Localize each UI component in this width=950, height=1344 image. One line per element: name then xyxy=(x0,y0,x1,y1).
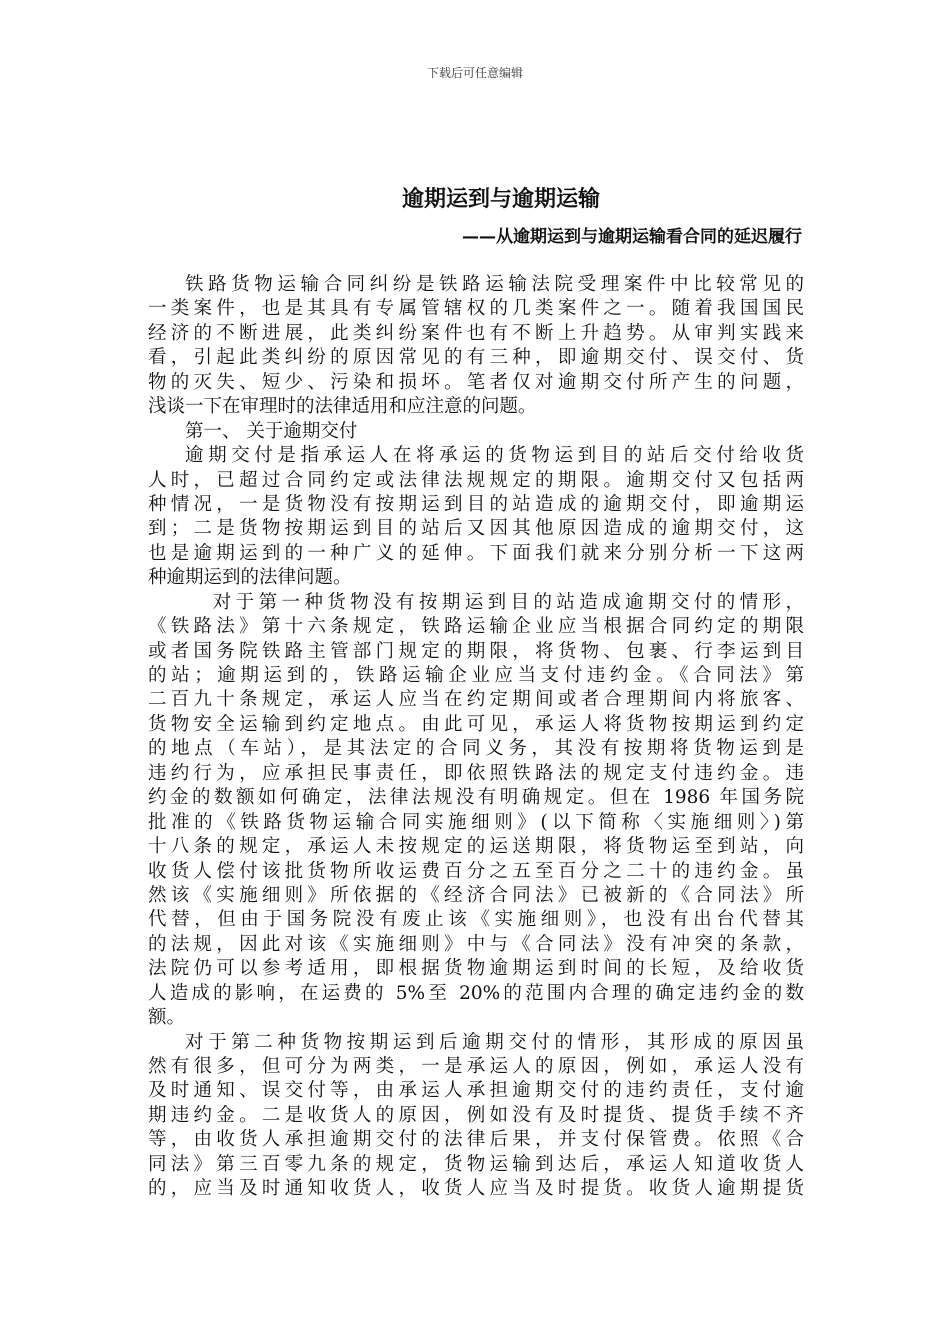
text-line: 批准的《铁路货物运输合同实施细则》(以下简称〈实施细则〉)第 xyxy=(148,811,804,833)
text-line: 一类案件，也是其具有专属管辖权的几类案件之一。随着我国国民 xyxy=(148,298,804,320)
text-line: 约金的数额如何确定，法律法规没有明确规定。但在 1986 年国务院 xyxy=(148,787,804,809)
text-line: 十八条的规定，承运人未按规定的运送期限，将货物运至到站，向 xyxy=(148,836,804,858)
text-line: 然该《实施细则》所依据的《经济合同法》已被新的《合同法》所 xyxy=(148,884,804,906)
text-line: 的法规，因此对该《实施细则》中与《合同法》没有冲突的条款， xyxy=(148,933,804,955)
document-title: 逾期运到与逾期运输 xyxy=(401,187,600,212)
text-line: 的站；逾期运到的，铁路运输企业应当支付违约金。《合同法》第 xyxy=(148,665,804,686)
text-line: 额。 xyxy=(148,1007,186,1029)
text-line: 也是逾期运到的一种广义的延伸。下面我们就来分别分析一下这两 xyxy=(148,542,804,564)
text-line: 代替，但由于国务院没有废止该《实施细则》，也没有出台代替其 xyxy=(148,909,804,931)
text-line: 铁路货物运输合同纠纷是铁路运输法院受理案件中比较常见的 xyxy=(185,274,804,295)
text-line: 到；二是货物按期运到目的站后又因其他原因造成的逾期交付，这 xyxy=(148,518,804,540)
text-line: 货物安全运输到约定地点。由此可见，承运人将货物按期运到约定 xyxy=(148,713,804,735)
text-line: 法院仍可以参考适用，即根据货物逾期运到时间的长短，及给收货 xyxy=(148,958,804,980)
text-line: 违约行为，应承担民事责任，即依照铁路法的规定支付违约金。违 xyxy=(148,762,804,784)
text-line: 《铁路法》第十六条规定，铁路运输企业应当根据合同约定的期限 xyxy=(148,616,804,638)
text-line: 逾期交付是指承运人在将承运的货物运到目的站后交付给收货 xyxy=(185,445,804,467)
page-header-note: 下载后可任意编辑 xyxy=(426,66,523,80)
text-line: 浅谈一下在审理时的法律适用和应注意的问题。 xyxy=(148,396,537,418)
text-line: 经济的不断进展，此类纠纷案件也有不断上升趋势。从审判实践来 xyxy=(148,322,804,344)
text-line: 同法》第三百零九条的规定，货物运输到达后，承运人知道收货人 xyxy=(148,1153,804,1175)
text-line: 或者国务院铁路主管部门规定的期限，将货物、包裹、行李运到目 xyxy=(148,640,804,662)
text-line: 等，由收货人承担逾期交付的法律后果，并支付保管费。依照《合 xyxy=(148,1129,804,1151)
text-line: 的地点（车站），是其法定的合同义务，其没有按期将货物运到是 xyxy=(148,738,804,760)
document-subtitle: ——从逾期运到与逾期运输看合同的延迟履行 xyxy=(462,227,802,247)
text-line: 第一、 关于逾期交付 xyxy=(185,420,358,442)
text-line: 种情况，一是货物没有按期运到目的站造成的逾期交付，即逾期运 xyxy=(148,493,804,515)
text-line: 期违约金。二是收货人的原因，例如没有及时提货、提货手续不齐 xyxy=(148,1104,804,1126)
text-line: 物的灭失、短少、污染和损坏。笔者仅对逾期交付所产生的问题， xyxy=(148,371,804,393)
text-line: 二百九十条规定，承运人应当在约定期间或者合理期间内将旅客、 xyxy=(148,689,804,711)
text-line: 对于第二种货物按期运到后逾期交付的情形，其形成的原因虽 xyxy=(185,1031,804,1053)
text-line: 人造成的影响，在运费的 5%至 20%的范围内合理的确定违约金的数 xyxy=(148,982,804,1004)
text-line: 对于第一种货物没有按期运到目的站造成逾期交付的情形， xyxy=(212,591,804,613)
text-line: 及时通知、误交付等，由承运人承担逾期交付的违约责任，支付逾 xyxy=(148,1080,804,1102)
text-line: 收货人偿付该批货物所收运费百分之五至百分之二十的违约金。虽 xyxy=(148,860,804,882)
text-line: 人时，已超过合同约定或法律法规规定的期限。逾期交付又包括两 xyxy=(148,469,804,491)
text-line: 然有很多，但可分为两类，一是承运人的原因，例如，承运人没有 xyxy=(148,1056,804,1077)
body-text xyxy=(148,273,804,1202)
text-line: 种逾期运到的法律问题。 xyxy=(148,567,352,589)
text-line: 看，引起此类纠纷的原因常见的有三种，即逾期交付、误交付、货 xyxy=(148,347,804,369)
text-line: 的，应当及时通知收货人，收货人应当及时提货。收货人逾期提货 xyxy=(148,1178,804,1200)
